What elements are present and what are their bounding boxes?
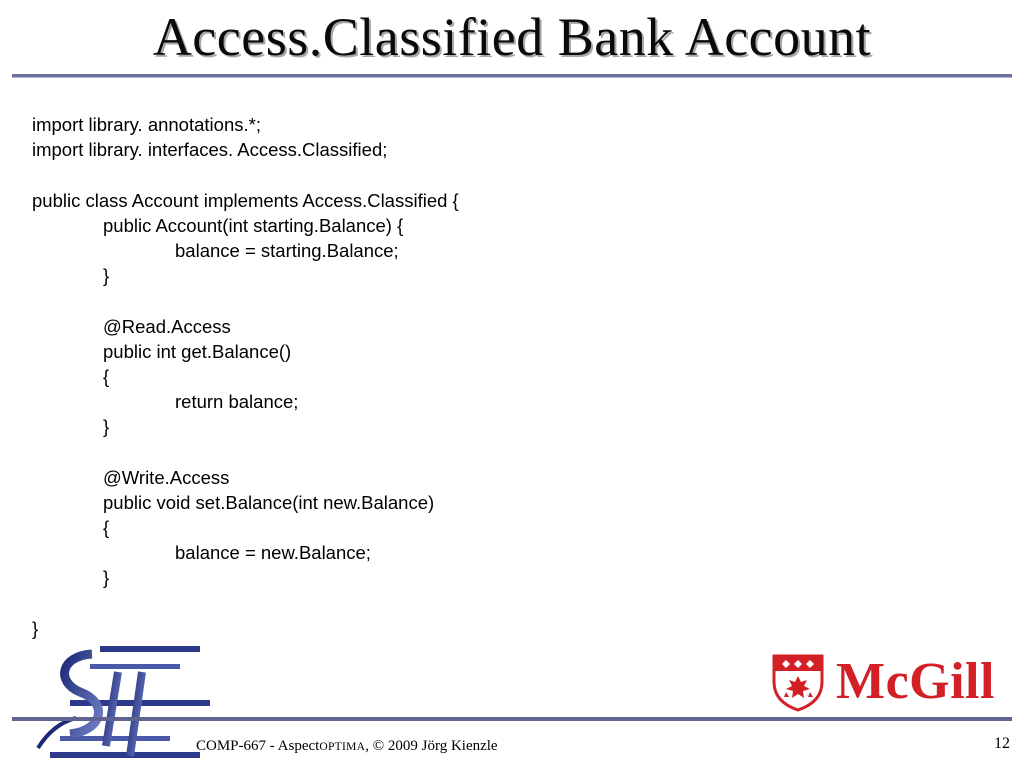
code-line: public int get.Balance() <box>103 340 292 362</box>
code-line <box>32 439 732 464</box>
code-line: public class Account implements Access.Classified { <box>32 189 459 211</box>
footer-divider <box>12 717 1012 721</box>
code-line: import library. annotations.*; <box>32 114 261 135</box>
slide-title: Access.Classified Bank Account <box>152 7 872 67</box>
code-block <box>32 112 732 641</box>
code-line: } <box>103 567 110 589</box>
page-number: 12 <box>994 735 1010 752</box>
code-line <box>32 591 732 616</box>
code-line: return balance; <box>175 391 299 413</box>
code-line: import library. interfaces. Access.Classified; <box>32 139 388 161</box>
footer-smallcaps: OPTIMA <box>319 741 366 753</box>
code-line: { <box>103 365 110 387</box>
code-line <box>32 162 732 187</box>
footer-suffix: , © 2009 Jörg Kienzle <box>365 738 498 754</box>
code-line: } <box>103 265 110 287</box>
mcgill-crest-icon <box>770 652 826 712</box>
code-line: public Account(int starting.Balance) { <box>103 214 404 236</box>
code-line: } <box>32 617 39 639</box>
sel-logo-icon <box>30 642 210 768</box>
code-line: } <box>103 416 110 438</box>
code-line: @Read.Access <box>103 315 231 337</box>
code-line: @Write.Access <box>103 466 230 488</box>
code-line <box>32 288 732 313</box>
mcgill-wordmark: McGill <box>836 653 995 710</box>
footer-text <box>196 735 498 757</box>
code-line: { <box>103 517 110 538</box>
code-line: balance = new.Balance; <box>175 542 371 564</box>
footer-prefix: COMP-667 - Aspect <box>196 738 320 754</box>
code-line: balance = starting.Balance; <box>175 239 399 261</box>
code-line: public void set.Balance(int new.Balance) <box>103 491 435 513</box>
mcgill-logo <box>770 652 1015 714</box>
title-divider <box>12 74 1012 78</box>
